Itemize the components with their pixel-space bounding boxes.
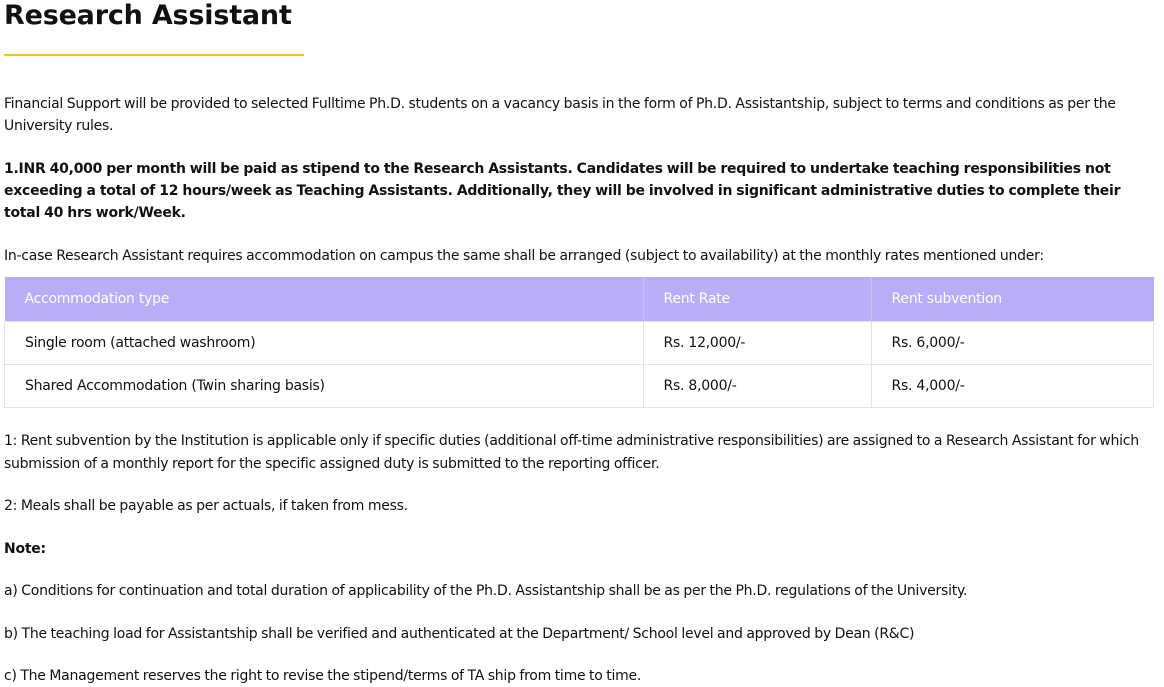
note-item-b: b) The teaching load for Assistantship shall be verified and authenticated at the Department/ School level and approved by Dean (R&C) bbox=[4, 626, 915, 642]
stipend-paragraph: 1.INR 40,000 per month will be paid as stipend to the Research Assistants. Candidates will be required to undertake teaching responsibilities not exceeding a total of 12 hours/week as Teaching Assistants. Additionally, they will be involved in significant administrative duties to complete their total 40 hrs work/Week. bbox=[4, 161, 1121, 221]
cell-rent-subvention: Rs. 4,000/- bbox=[871, 365, 1154, 408]
note-item-a: a) Conditions for continuation and total duration of applicability of the Ph.D. Assistantship shall be as per the Ph.D. regulations of the University. bbox=[4, 583, 968, 599]
title-underline bbox=[4, 54, 304, 56]
table-header-row bbox=[5, 277, 1154, 322]
cell-accommodation-type: Shared Accommodation (Twin sharing basis) bbox=[5, 365, 644, 408]
table-row bbox=[5, 365, 1154, 408]
intro-paragraph: Financial Support will be provided to selected Fulltime Ph.D. students on a vacancy basis in the form of Ph.D. Assistantship, subject to terms and conditions as per the University rules. bbox=[4, 96, 1116, 134]
note-heading: Note: bbox=[4, 541, 46, 557]
note-item-c: c) The Management reserves the right to revise the stipend/terms of TA ship from time to time. bbox=[4, 668, 642, 684]
header-rent-subvention: Rent subvention bbox=[871, 277, 1154, 322]
cell-rent-rate: Rs. 8,000/- bbox=[643, 365, 871, 408]
table-row bbox=[5, 322, 1154, 365]
cell-rent-rate: Rs. 12,000/- bbox=[643, 322, 871, 365]
accommodation-table bbox=[4, 277, 1154, 408]
cell-rent-subvention: Rs. 6,000/- bbox=[871, 322, 1154, 365]
header-rent-rate: Rent Rate bbox=[643, 277, 871, 322]
note-rent-subvention: 1: Rent subvention by the Institution is applicable only if specific duties (additional off-time administrative responsibilities) are assigned to a Research Assistant for which submission of a monthly report for the specific assigned duty is submitted to the reporting officer. bbox=[4, 433, 1139, 472]
note-meals: 2: Meals shall be payable as per actuals, if taken from mess. bbox=[4, 498, 408, 514]
page-title: Research Assistant bbox=[4, 0, 292, 31]
cell-accommodation-type: Single room (attached washroom) bbox=[5, 322, 644, 365]
accommodation-intro: In-case Research Assistant requires accommodation on campus the same shall be arranged (subject to availability) at the monthly rates mentioned under: bbox=[4, 248, 1044, 264]
header-accommodation-type: Accommodation type bbox=[5, 277, 644, 322]
page-content bbox=[4, 0, 1154, 687]
